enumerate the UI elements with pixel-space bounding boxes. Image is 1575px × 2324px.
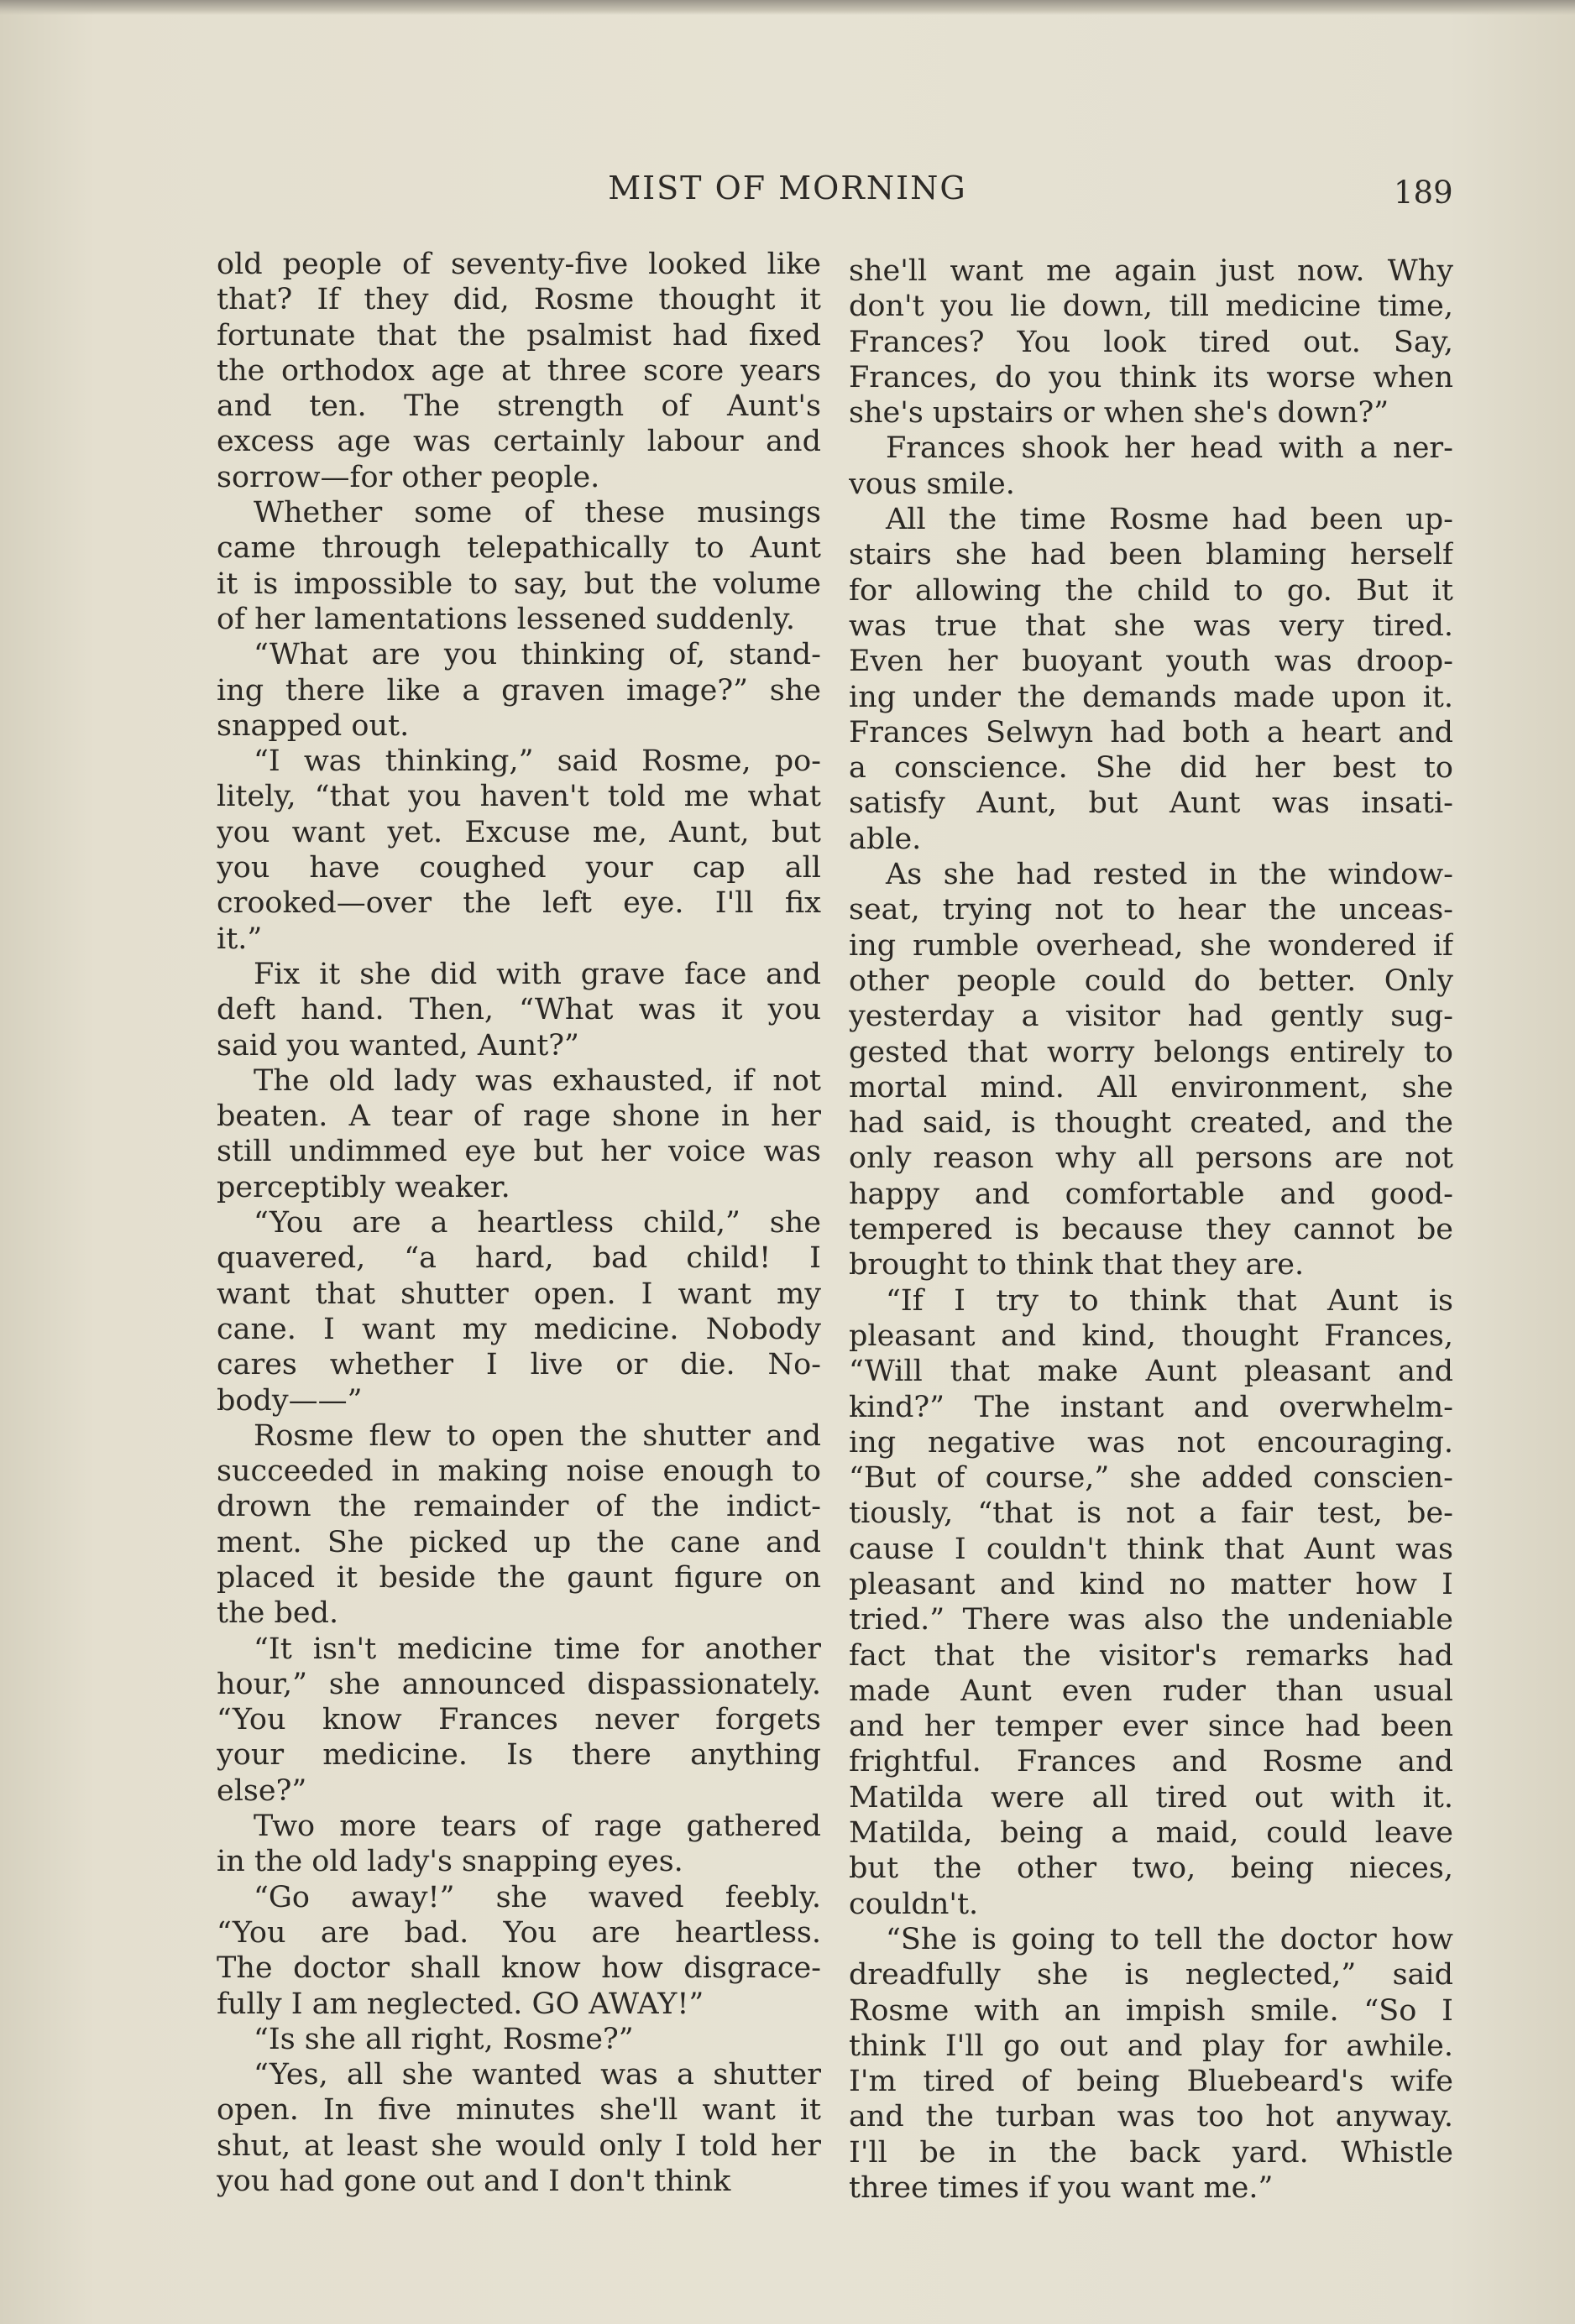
text-line: other people could do better. Only [849, 964, 1453, 998]
text-line: “You are a heartless child,” she [254, 1206, 821, 1240]
text-line: Rosme with an impish smile. “So I [849, 1993, 1453, 2028]
text-line: brought to think that they are. [849, 1248, 1305, 1282]
text-line: excess age was certainly labour and [217, 425, 821, 459]
text-line: body——” [217, 1383, 363, 1418]
text-line: and the turban was too hot anyway. [849, 2100, 1453, 2134]
text-line: sorrow—for other people. [217, 460, 600, 494]
text-line: and ten. The strength of Aunt's [217, 389, 821, 424]
text-line: perceptibly weaker. [217, 1170, 510, 1204]
text-line: couldn't. [849, 1887, 979, 1921]
text-line: cane. I want my medicine. Nobody [217, 1312, 821, 1346]
text-line: The doctor shall know how disgrace- [217, 1951, 821, 1986]
text-line: that? If they did, Rosme thought it [217, 283, 821, 317]
text-line: “Is she all right, Rosme?” [254, 2022, 634, 2056]
text-line: ing negative was not encouraging. [849, 1425, 1453, 1460]
text-line: only reason why all persons are not [849, 1141, 1453, 1176]
text-line: I'm tired of being Bluebeard's wife [849, 2065, 1453, 2099]
text-line: “You know Frances never forgets [217, 1703, 821, 1737]
text-line: Matilda were all tired out with it. [849, 1780, 1453, 1815]
text-line: mortal mind. All environment, she [849, 1070, 1453, 1105]
text-line: she'll want me again just now. Why [849, 254, 1453, 288]
text-line: fortunate that the psalmist had fixed [217, 318, 821, 353]
page-number: 189 [1394, 175, 1453, 211]
text-line: your medicine. Is there anything [217, 1738, 821, 1773]
text-line: said you wanted, Aunt?” [217, 1028, 579, 1063]
text-line: you had gone out and I don't think [217, 2165, 731, 2199]
text-line: succeeded in making noise enough to [217, 1454, 821, 1489]
text-line: Rosme flew to open the shutter and [254, 1418, 821, 1453]
text-line: stairs she had been blaming herself [849, 538, 1453, 572]
text-line: crooked—over the left eye. I'll fix [217, 886, 821, 921]
text-line: frightful. Frances and Rosme and [849, 1745, 1453, 1779]
text-line: seat, trying not to hear the unceas- [849, 893, 1453, 927]
text-line: “She is going to tell the doctor how [886, 1922, 1453, 1956]
text-line: quavered, “a hard, bad child! I [217, 1241, 821, 1276]
text-line: dreadfully she is neglected,” said [849, 1958, 1453, 1992]
text-line: vous smile. [849, 467, 1015, 501]
text-line: think I'll go out and play for awhile. [849, 2029, 1453, 2063]
text-line: pleasant and kind no matter how I [849, 1567, 1453, 1601]
right-text-column [849, 253, 1453, 2268]
text-line: else?” [217, 1773, 307, 1808]
text-line: “But of course,” she added conscien- [849, 1461, 1453, 1496]
text-line: and her temper ever since had been [849, 1710, 1453, 1744]
text-line: The old lady was exhausted, if not [254, 1063, 821, 1098]
text-line: Matilda, being a maid, could leave [849, 1816, 1453, 1851]
text-line: cause I couldn't think that Aunt was [849, 1532, 1453, 1566]
text-line: a conscience. She did her best to [849, 751, 1453, 786]
text-line: “Will that make Aunt pleasant and [849, 1355, 1453, 1389]
text-line: ing there like a graven image?” she [217, 673, 821, 708]
text-line: tempered is because they cannot be [849, 1213, 1453, 1247]
text-line: “It isn't medicine time for another [254, 1632, 821, 1666]
text-line: Frances, do you think its worse when [849, 360, 1453, 394]
text-line: shut, at least she would only I told her [217, 2128, 821, 2163]
text-line: Even her buoyant youth was droop- [849, 645, 1453, 679]
text-line: the orthodox age at three score years [217, 353, 821, 388]
text-line: it.” [217, 922, 263, 956]
text-line: pleasant and kind, thought Frances, [849, 1319, 1453, 1353]
text-line: Frances? You look tired out. Say, [849, 325, 1453, 359]
text-line: yesterday a visitor had gently sug- [849, 1000, 1453, 1034]
text-line: open. In five minutes she'll want it [217, 2093, 821, 2128]
text-line: want that shutter open. I want my [217, 1277, 821, 1311]
text-line: tiously, “that is not a fair test, be- [849, 1496, 1453, 1531]
text-line: I'll be in the back yard. Whistle [849, 2135, 1453, 2170]
text-line: had said, is thought created, and the [849, 1106, 1453, 1141]
text-line: of her lamentations lessened suddenly. [217, 602, 795, 636]
text-line: still undimmed eye but her voice was [217, 1135, 821, 1169]
text-line: for allowing the child to go. But it [849, 573, 1453, 608]
text-line: drown the remainder of the indict- [217, 1490, 821, 1524]
text-line: in the old lady's snapping eyes. [217, 1845, 683, 1879]
text-line: ing under the demands made upon it. [849, 680, 1453, 714]
text-line: Fix it she did with grave face and [254, 957, 821, 991]
text-line: came through telepathically to Aunt [217, 531, 821, 566]
text-line: “You are bad. You are heartless. [217, 1915, 821, 1950]
text-line: Frances shook her head with a ner- [886, 431, 1453, 466]
text-line: you have coughed your cap all [217, 851, 821, 885]
text-line: snapped out. [217, 708, 410, 743]
text-line: Two more tears of rage gathered [254, 1810, 821, 1844]
text-line: beaten. A tear of rage shone in her [217, 1099, 821, 1134]
text-line: tried.” There was also the undeniable [849, 1603, 1453, 1637]
text-line: deft hand. Then, “What was it you [217, 993, 821, 1027]
text-line: As she had rested in the window- [886, 858, 1453, 892]
text-line: gested that worry belongs entirely to [849, 1035, 1453, 1069]
text-line: it is impossible to say, but the volume [217, 567, 821, 601]
text-line: ing rumble overhead, she wondered if [849, 928, 1453, 963]
text-line: old people of seventy-five looked like [217, 248, 821, 281]
text-line: happy and comfortable and good- [849, 1177, 1453, 1211]
text-line: All the time Rosme had been up- [886, 503, 1453, 537]
text-line: the bed. [217, 1596, 339, 1631]
left-text-column [217, 247, 821, 2261]
page-top-edge [0, 0, 1575, 15]
text-line: able. [849, 822, 922, 856]
text-line: ment. She picked up the cane and [217, 1525, 821, 1559]
text-line: satisfy Aunt, but Aunt was insati- [849, 786, 1453, 821]
text-line: “I was thinking,” said Rosme, po- [254, 744, 821, 779]
text-line: litely, “that you haven't told me what [217, 780, 821, 814]
text-line: you want yet. Excuse me, Aunt, but [217, 815, 821, 849]
text-line: three times if you want me.” [849, 2171, 1274, 2206]
text-line: Frances Selwyn had both a heart and [849, 715, 1453, 749]
text-line: placed it beside the gaunt figure on [217, 1560, 821, 1595]
text-line: she's upstairs or when she's down?” [849, 396, 1389, 431]
text-line: Whether some of these musings [254, 496, 821, 530]
text-line: hour,” she announced dispassionately. [217, 1667, 821, 1701]
text-line: but the other two, being nieces, [849, 1851, 1453, 1886]
text-line: don't you lie down, till medicine time, [849, 290, 1453, 324]
text-line: “What are you thinking of, stand- [254, 638, 821, 672]
text-line: fact that the visitor's remarks had [849, 1638, 1453, 1673]
text-line: kind?” The instant and overwhelm- [849, 1390, 1453, 1424]
text-line: “Go away!” she waved feebly. [254, 1880, 821, 1914]
text-line: “Yes, all she wanted was a shutter [254, 2058, 821, 2092]
text-line: fully I am neglected. GO AWAY!” [217, 1987, 704, 2021]
text-line: was true that she was very tired. [849, 608, 1453, 643]
text-line: cares whether I live or die. No- [217, 1348, 821, 1382]
text-line: made Aunt even ruder than usual [849, 1674, 1453, 1708]
running-header-title: MIST OF MORNING [608, 170, 967, 206]
text-line: “If I try to think that Aunt is [886, 1283, 1453, 1318]
